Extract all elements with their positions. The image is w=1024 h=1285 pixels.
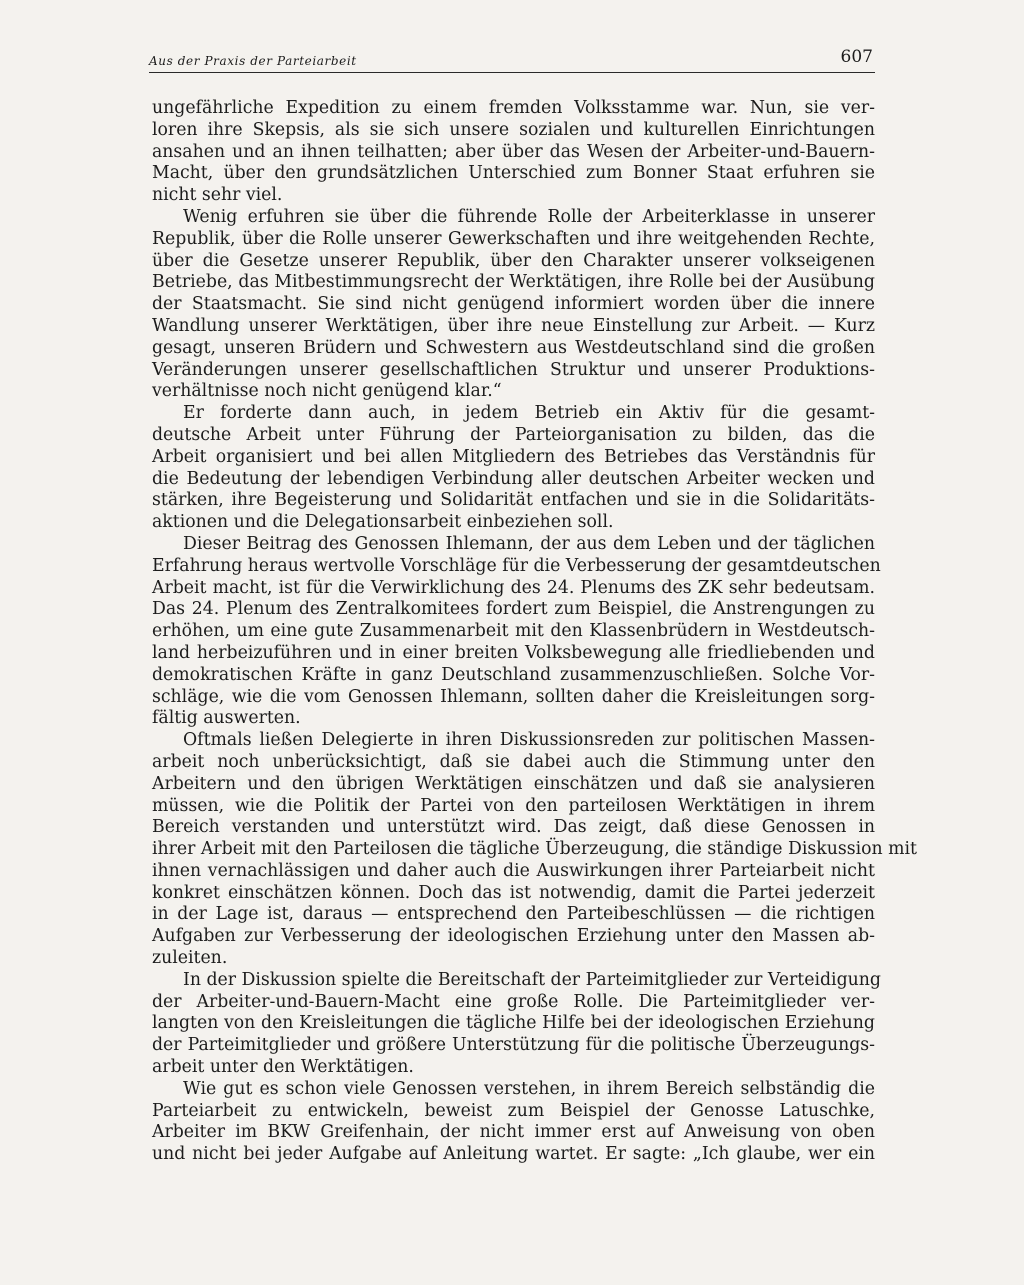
paragraph — [152, 969, 881, 1079]
text-line: Erfahrung heraus wertvolle Vorschläge für die Verbesserung der gesamtdeutschen — [152, 555, 881, 576]
text-line: Parteiarbeit zu entwickeln, beweist zum Beispiel der Genosse Latuschke, — [152, 1100, 875, 1121]
text-line: Er forderte dann auch, in jedem Betrieb ein Aktiv für die gesamt- — [183, 403, 875, 424]
text-line: Veränderungen unserer gesellschaftlichen Struktur und unserer Produktions- — [152, 359, 875, 380]
text-line: Republik, über die Rolle unserer Gewerkschaften und ihre weitgehenden Rechte, — [152, 228, 875, 249]
text-line: stärken, ihre Begeisterung und Solidarität entfachen und sie in die Solidaritäts- — [152, 490, 875, 511]
text-line: Wie gut es schon viele Genossen verstehen, in ihrem Bereich selbständig die — [183, 1078, 875, 1099]
text-line: die Bedeutung der lebendigen Verbindung aller deutschen Arbeiter wecken und — [152, 468, 875, 489]
text-line: der Staatsmacht. Sie sind nicht genügend informiert worden über die innere — [152, 294, 875, 315]
text-line: demokratischen Kräfte in ganz Deutschland zusammenzuschließen. Solche Vor- — [152, 664, 875, 685]
text-line: zuleiten. — [152, 948, 228, 969]
running-title: Aus der Praxis der Parteiarbeit — [149, 54, 357, 68]
text-line: arbeit unter den Werktätigen. — [152, 1057, 414, 1078]
text-line: in der Lage ist, daraus — entsprechend den Parteibeschlüssen — die richtigen — [152, 904, 875, 925]
text-line: loren ihre Skepsis, als sie sich unsere sozialen und kulturellen Einrichtungen — [152, 119, 875, 140]
text-line: Macht, über den grundsätzlichen Unterschied zum Bonner Staat erfuhren sie — [152, 163, 875, 184]
text-line: Arbeit macht, ist für die Verwirklichung des 24. Plenums des ZK sehr bedeutsam. — [152, 577, 875, 598]
text-line: und nicht bei jeder Aufgabe auf Anleitung wartet. Er sagte: „Ich glaube, wer ein — [152, 1144, 875, 1165]
text-line: langten von den Kreisleitungen die tägliche Hilfe bei der ideologischen Erziehung — [152, 1013, 875, 1034]
paragraph — [152, 403, 875, 534]
text-line: ihnen vernachlässigen und daher auch die Auswirkungen ihrer Parteiarbeit nicht — [152, 860, 875, 881]
text-line: In der Diskussion spielte die Bereitschaft der Parteimitglieder zur Verteidigung — [183, 969, 881, 990]
text-line: deutsche Arbeit unter Führung der Parteiorganisation zu bilden, das die — [152, 424, 875, 445]
text-line: verhältnisse noch nicht genügend klar.“ — [152, 381, 502, 402]
paragraph — [152, 1079, 875, 1166]
text-line: der Arbeiter-und-Bauern-Macht eine große Rolle. Die Parteimitglieder ver- — [152, 991, 875, 1012]
text-line: Bereich verstanden und unterstützt wird. Das zeigt, daß diese Genossen in — [152, 817, 875, 838]
text-line: Arbeit organisiert und bei allen Mitgliedern des Betriebes das Verständnis für — [152, 446, 875, 467]
running-header — [149, 46, 875, 73]
text-line: Arbeiter im BKW Greifenhain, der nicht immer erst auf Anweisung von oben — [152, 1122, 875, 1143]
text-line: gesagt, unseren Brüdern und Schwestern aus Westdeutschland sind die großen — [152, 337, 875, 358]
text-line: konkret einschätzen können. Doch das ist notwendig, damit die Partei jederzeit — [152, 882, 875, 903]
text-line: Wenig erfuhren sie über die führende Rolle der Arbeiterklasse in unserer — [183, 206, 875, 227]
paragraph — [152, 730, 917, 970]
text-line: ungefährliche Expedition zu einem fremden Volksstamme war. Nun, sie ver- — [152, 98, 875, 118]
text-line: Das 24. Plenum des Zentralkomitees fordert zum Beispiel, die Anstrengungen zu — [152, 599, 875, 620]
text-line: land herbeizuführen und in einer breiten Volksbewegung alle friedliebenden und — [152, 642, 875, 663]
paragraph — [152, 207, 875, 403]
text-line: aktionen und die Delegationsarbeit einbeziehen soll. — [152, 512, 614, 533]
page-number: 607 — [840, 47, 873, 67]
text-line: Dieser Beitrag des Genossen Ihlemann, der aus dem Leben und der täglichen — [183, 533, 875, 554]
text-line: arbeit noch unberücksichtigt, daß sie dabei auch die Stimmung unter den — [152, 751, 875, 772]
text-line: Arbeitern und den übrigen Werktätigen einschätzen und daß sie analysieren — [152, 773, 875, 794]
paragraph — [152, 98, 875, 207]
text-line: Betriebe, das Mitbestimmungsrecht der Werktätigen, ihre Rolle bei der Ausübung — [152, 272, 875, 293]
text-line: der Parteimitglieder und größere Unterstützung für die politische Überzeugungs- — [152, 1035, 875, 1056]
body-text — [152, 98, 917, 1166]
text-line: Aufgaben zur Verbesserung der ideologischen Erziehung unter den Massen ab- — [152, 926, 875, 947]
text-line: Oftmals ließen Delegierte in ihren Diskussionsreden zur politischen Massen- — [183, 730, 875, 751]
text-line: fältig auswerten. — [152, 708, 301, 729]
text-line: nicht sehr viel. — [152, 185, 283, 206]
text-line: erhöhen, um eine gute Zusammenarbeit mit den Klassenbrüdern in Westdeutsch- — [152, 621, 875, 642]
text-line: Wandlung unserer Werktätigen, über ihre neue Einstellung zur Arbeit. — Kurz — [152, 315, 875, 336]
text-line: schläge, wie die vom Genossen Ihlemann, sollten daher die Kreisleitungen sorg- — [152, 686, 875, 707]
paragraph — [152, 533, 881, 730]
text-line: ihrer Arbeit mit den Parteilosen die tägliche Überzeugung, die ständige Diskussion mit — [152, 839, 917, 860]
text-line: über die Gesetze unserer Republik, über den Charakter unserer volkseigenen — [152, 250, 875, 271]
text-line: ansahen und an ihnen teilhatten; aber über das Wesen der Arbeiter-und-Bauern- — [152, 141, 875, 162]
text-line: müssen, wie die Politik der Partei von den parteilosen Werktätigen in ihrem — [152, 795, 875, 816]
